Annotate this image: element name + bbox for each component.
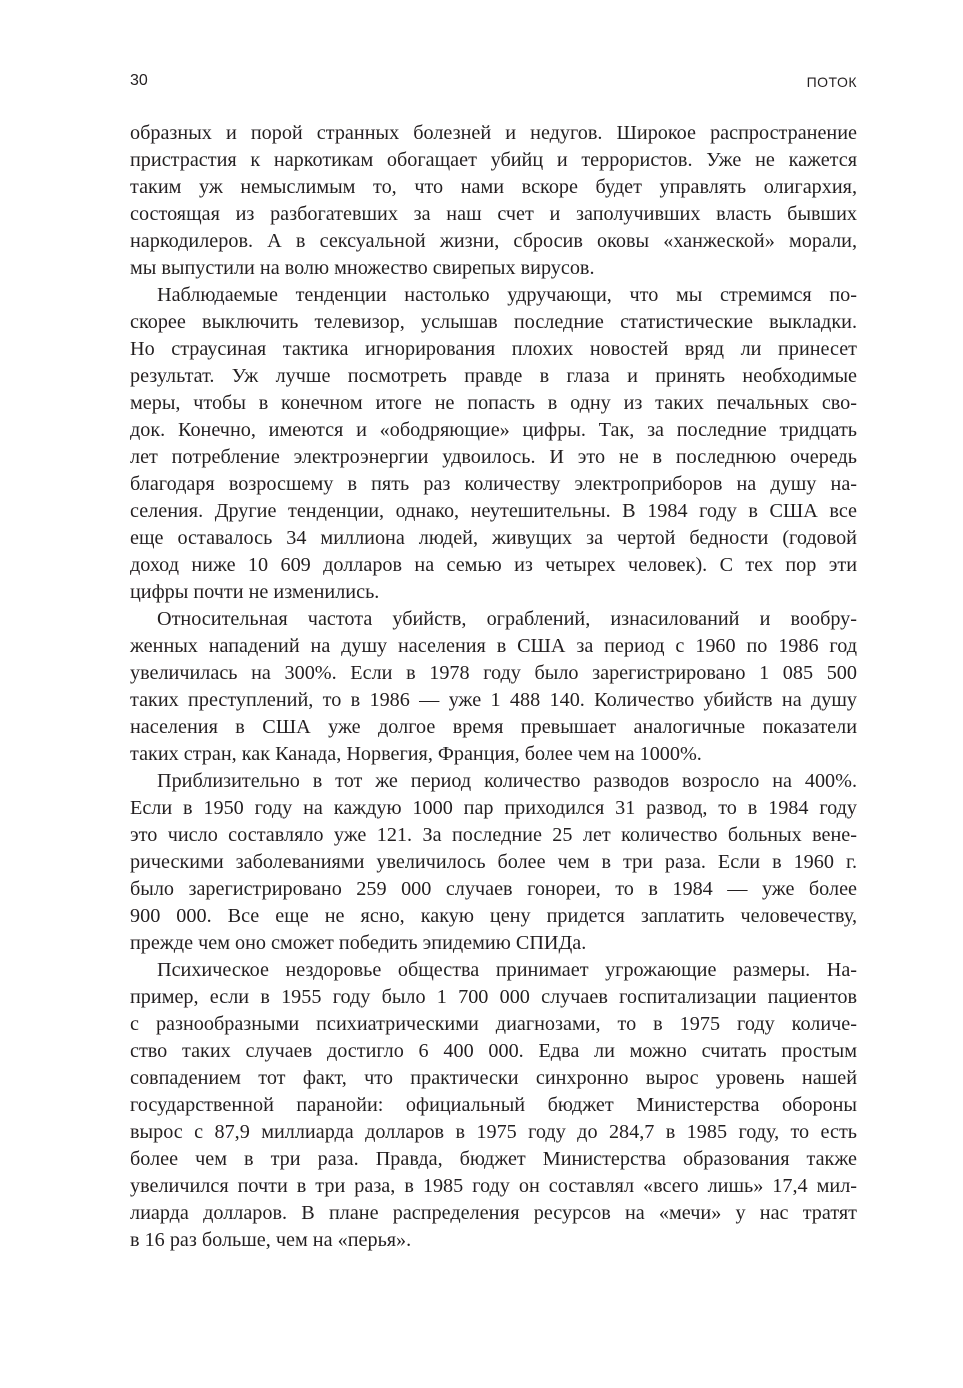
text-line: Приблизительно в тот же период количество разводов возросло на 400%. <box>157 770 857 792</box>
text-line: женных нападений на душу населения в США за период с 1960 по 1986 год <box>130 635 857 657</box>
text-line: лет потребление электроэнергии удвоилось. И это не в последнюю очередь <box>130 446 857 468</box>
text-line: совпадением тот факт, что практически синхронно вырос уровень нашей <box>130 1067 857 1089</box>
text-line: в 16 раз больше, чем на «перья». <box>130 1229 412 1251</box>
paragraph <box>130 606 857 768</box>
text-line: более чем в три раза. Правда, бюджет Министерства образования также <box>130 1148 857 1170</box>
text-line: таким уж немыслимым то, что нами вскоре будет управлять олигархия, <box>130 176 857 198</box>
text-line: ство таких случаев достигло 6 400 000. Едва ли можно считать простым <box>130 1040 857 1062</box>
text-line: Но страусиная тактика игнорирования плохих новостей вряд ли принесет <box>130 338 857 360</box>
text-line: государственной паранойи: официальный бюджет Министерства обороны <box>130 1094 857 1116</box>
text-line: Если в 1950 году на каждую 1000 пар приходился 31 развод, то в 1984 году <box>130 797 857 819</box>
text-line: это число составляло уже 121. За последние 25 лет количество больных вене- <box>130 824 857 846</box>
text-line: доход ниже 10 609 долларов на семью из четырех человек). С тех пор эти <box>130 554 857 576</box>
text-line: рическими заболеваниями увеличилось более чем в три раза. Если в 1960 г. <box>130 851 857 873</box>
text-line: таких стран, как Канада, Норвегия, Франция, более чем на 1000%. <box>130 743 702 765</box>
running-head <box>130 72 857 98</box>
text-line: образных и порой странных болезней и недугов. Широкое распространение <box>130 122 857 144</box>
text-line: лиарда долларов. В плане распределения ресурсов на «мечи» у нас тратят <box>130 1202 857 1224</box>
text-line: док. Конечно, имеются и «ободряющие» цифры. Так, за последние тридцать <box>130 419 857 441</box>
text-line: еще оставалось 34 миллиона людей, живущих за чертой бедности (годовой <box>130 527 857 549</box>
text-line: прежде чем оно сможет победить эпидемию СПИДа. <box>130 932 587 954</box>
text-line: увеличилась на 300%. Если в 1978 году было зарегистрировано 1 085 500 <box>130 662 857 684</box>
text-line: 900 000. Все еще не ясно, какую цену придется заплатить человечеству, <box>130 905 857 927</box>
text-line: пример, если в 1955 году было 1 700 000 случаев госпитализации пациентов <box>130 986 857 1008</box>
text-line: населения в США уже долгое время превышает аналогичные показатели <box>130 716 857 738</box>
text-line: меры, чтобы в конечном итоге не попасть в одну из таких печальных сво- <box>130 392 857 414</box>
text-line: вырос с 87,9 миллиарда долларов в 1975 году до 284,7 в 1985 году, то есть <box>130 1121 857 1143</box>
text-line: селения. Другие тенденции, однако, неутешительны. В 1984 году в США все <box>130 500 857 522</box>
paragraph <box>130 120 857 282</box>
text-line: увеличился почти в три раза, в 1985 году он составлял «всего лишь» 17,4 мил- <box>130 1175 857 1197</box>
text-line: состоящая из разбогатевших за наш счет и заполучивших власть бывших <box>130 203 857 225</box>
text-line: с разнообразными психиатрическими диагнозами, то в 1975 году количе- <box>130 1013 857 1035</box>
body-text <box>130 120 857 1254</box>
paragraph <box>130 282 857 606</box>
text-line: таких преступлений, то в 1986 — уже 1 488 140. Количество убийств на душу <box>130 689 857 711</box>
text-line: наркодилеров. А в сексуальной жизни, сбросив оковы «ханжеской» морали, <box>130 230 857 252</box>
text-line: Наблюдаемые тенденции настолько удручающи, что мы стремимся по- <box>157 284 857 306</box>
paragraph <box>130 768 857 957</box>
text-line: пристрастия к наркотикам обогащает убийц и террористов. Уже не кажется <box>130 149 857 171</box>
text-line: Относительная частота убийств, ограблений, изнасилований и вообру- <box>157 608 857 630</box>
paragraph <box>130 957 857 1254</box>
text-line: цифры почти не изменились. <box>130 581 380 603</box>
text-line: мы выпустили на волю множество свирепых вирусов. <box>130 257 595 279</box>
text-line: благодаря возросшему в пять раз количеству электроприборов на душу на- <box>130 473 857 495</box>
running-head-title: ПОТОК <box>806 74 857 90</box>
text-line: результат. Уж лучше посмотреть правде в глаза и принять необходимые <box>130 365 857 387</box>
text-line: Психическое нездоровье общества принимает угрожающие размеры. На- <box>157 959 857 981</box>
page-number: 30 <box>130 72 148 89</box>
text-line: скорее выключить телевизор, услышав последние статистические выкладки. <box>130 311 857 333</box>
text-line: было зарегистрировано 259 000 случаев гонореи, то в 1984 — уже более <box>130 878 857 900</box>
